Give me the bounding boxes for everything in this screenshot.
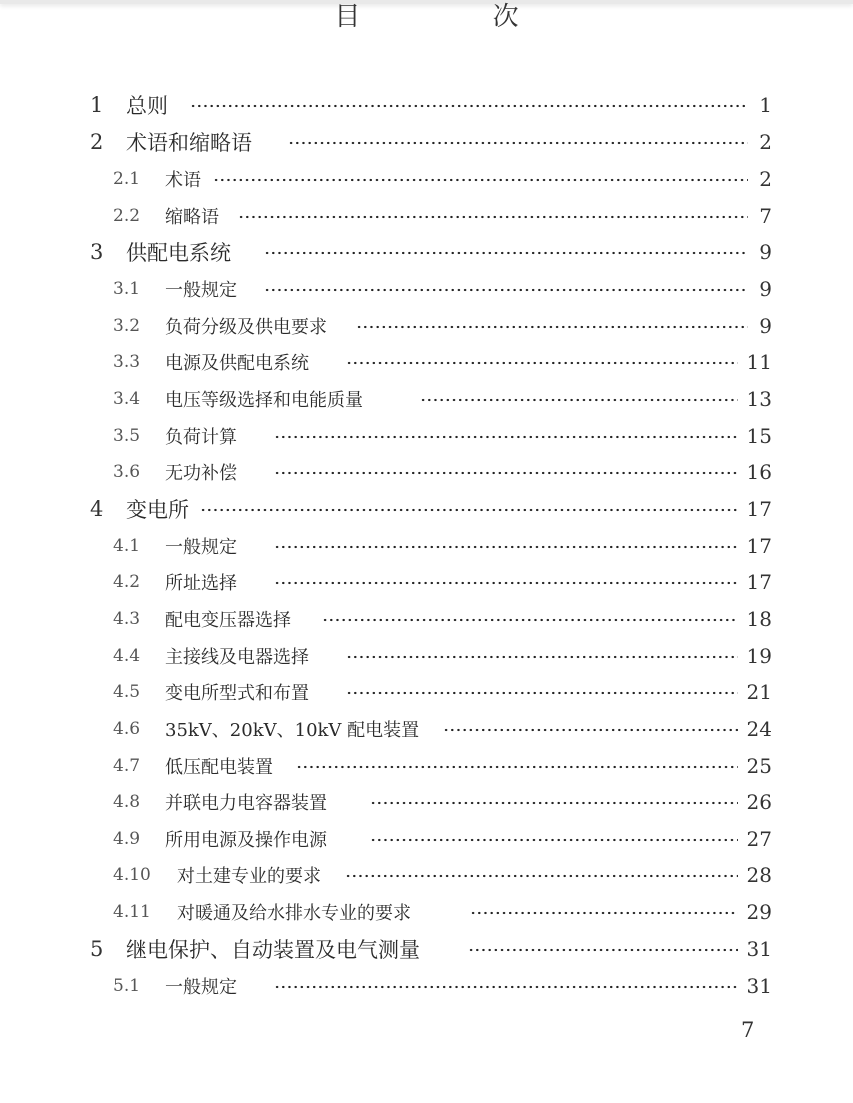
toc-entry-number: 5: [90, 937, 104, 961]
toc-entry-number: 4.1: [113, 536, 141, 556]
toc-entry[interactable]: [0, 271, 853, 307]
toc-entry-number: 3.3: [113, 352, 141, 372]
toc-entry-page[interactable]: 15: [746, 424, 772, 448]
toc-entry-number: 4.3: [113, 609, 141, 629]
toc-entry-title[interactable]: 电压等级选择和电能质量: [165, 390, 363, 411]
toc-entry-title[interactable]: 变电所: [126, 498, 189, 522]
toc-entry-number: 4.6: [113, 719, 141, 739]
toc-entry-title[interactable]: 无功补偿: [165, 463, 237, 484]
toc-entry-page[interactable]: 17: [746, 534, 772, 558]
toc-entry-page[interactable]: 31: [746, 974, 772, 998]
toc-entry[interactable]: [0, 711, 853, 747]
toc-entry-number: 3: [90, 240, 104, 264]
dot-leader: [288, 141, 748, 145]
toc-entry-number: 3.2: [113, 316, 141, 336]
toc-entry-title[interactable]: 低压配电装置: [165, 757, 273, 778]
dot-leader: [356, 325, 748, 329]
dot-leader: [190, 104, 748, 108]
toc-entry[interactable]: [0, 234, 853, 270]
toc-entry-title[interactable]: 对暖通及给水排水专业的要求: [177, 903, 411, 924]
dot-leader: [346, 655, 738, 659]
toc-entry-title[interactable]: 变电所型式和布置: [165, 683, 309, 704]
toc-entry-number: 3.6: [113, 462, 141, 482]
toc-entry-page[interactable]: 9: [759, 314, 772, 338]
dot-leader: [238, 215, 748, 219]
toc-entry[interactable]: [0, 748, 853, 784]
dot-leader: [468, 948, 738, 952]
toc-entry-number: 4.10: [113, 865, 151, 885]
toc-entry-title[interactable]: 供配电系统: [126, 241, 231, 265]
toc-entry-page[interactable]: 2: [759, 130, 772, 154]
dot-leader: [420, 398, 738, 402]
toc-entry-number: 4.9: [113, 829, 141, 849]
toc-entry-number: 4.5: [113, 682, 141, 702]
dot-leader: [322, 618, 738, 622]
toc-entry-number: 3.4: [113, 389, 141, 409]
toc-entry-page[interactable]: 9: [759, 277, 772, 301]
toc-entry-title[interactable]: 一般规定: [165, 280, 237, 301]
dot-leader: [370, 838, 738, 842]
toc-entry-title[interactable]: 电源及供配电系统: [165, 353, 309, 374]
toc-entry-page[interactable]: 25: [746, 754, 772, 778]
toc-entry-number: 4.2: [113, 572, 141, 592]
toc-entry-page[interactable]: 19: [746, 644, 772, 668]
toc-entry[interactable]: [0, 784, 853, 820]
toc-entry-page[interactable]: 24: [746, 717, 772, 741]
toc-entry-number: 3.1: [113, 279, 141, 299]
toc-entry-page[interactable]: 13: [746, 387, 772, 411]
dot-leader: [346, 691, 738, 695]
toc-entry-title[interactable]: 一般规定: [165, 537, 237, 558]
dot-leader: [274, 545, 738, 549]
toc-entry-page[interactable]: 18: [746, 607, 772, 631]
toc-entry[interactable]: [0, 564, 853, 600]
toc-entry-number: 4.8: [113, 792, 141, 812]
dot-leader: [346, 361, 738, 365]
toc-entry-number: 4.11: [113, 902, 151, 922]
toc-entry-title[interactable]: 继电保护、自动装置及电气测量: [126, 938, 420, 962]
toc-entry-page[interactable]: 16: [746, 460, 772, 484]
dot-leader: [274, 985, 738, 989]
dot-leader: [274, 471, 738, 475]
dot-leader: [274, 435, 738, 439]
toc-entry-number: 2: [90, 130, 104, 154]
dot-leader: [370, 801, 738, 805]
dot-leader: [345, 874, 738, 878]
toc-entry[interactable]: [0, 894, 853, 930]
toc-entry-title[interactable]: 并联电力电容器装置: [165, 793, 327, 814]
toc-entry[interactable]: [0, 821, 853, 857]
toc-entry[interactable]: [0, 528, 853, 564]
toc-entry-title[interactable]: 一般规定: [165, 977, 237, 998]
toc-entry[interactable]: [0, 674, 853, 710]
toc-entry[interactable]: [0, 418, 853, 454]
toc-entry[interactable]: [0, 308, 853, 344]
dot-leader: [264, 251, 748, 255]
toc-entry-title[interactable]: 35kV、20kV、10kV 配电装置: [165, 720, 420, 741]
dot-leader: [470, 911, 738, 915]
toc-entry[interactable]: [0, 381, 853, 417]
toc-entry[interactable]: [0, 638, 853, 674]
toc-entry-number: 4: [90, 497, 104, 521]
toc-entry-number: 1: [90, 93, 104, 117]
toc-entry-page[interactable]: 29: [746, 900, 772, 924]
toc-entry-page[interactable]: 11: [746, 350, 772, 374]
toc-entry-title[interactable]: 对土建专业的要求: [177, 866, 321, 887]
toc-entry-title[interactable]: 配电变压器选择: [165, 610, 291, 631]
toc-entry-page[interactable]: 9: [759, 240, 772, 264]
toc-entry-title[interactable]: 总则: [126, 94, 168, 118]
toc-entry-number: 3.5: [113, 426, 141, 446]
toc-entry-page[interactable]: 17: [746, 570, 772, 594]
toc-entry-page[interactable]: 7: [759, 204, 772, 228]
toc-entry-number: 4.7: [113, 756, 141, 776]
dot-leader: [213, 178, 748, 182]
page-title: 目 次: [334, 2, 581, 32]
toc-entry-page[interactable]: 31: [746, 937, 772, 961]
toc-entry[interactable]: [0, 124, 853, 160]
toc-entry-page[interactable]: 26: [746, 790, 772, 814]
toc-entry-page[interactable]: 28: [746, 863, 772, 887]
toc-entry-title[interactable]: 缩略语: [165, 207, 219, 228]
toc-entry[interactable]: [0, 198, 853, 234]
dot-leader: [264, 288, 748, 292]
toc-entry[interactable]: [0, 491, 853, 527]
dot-leader: [274, 581, 738, 585]
toc-entry[interactable]: [0, 344, 853, 380]
dot-leader: [296, 765, 738, 769]
toc-entry-page[interactable]: 27: [746, 827, 772, 851]
toc-entry[interactable]: [0, 931, 853, 967]
toc-entry-title[interactable]: 负荷分级及供电要求: [165, 317, 327, 338]
dot-leader: [443, 728, 738, 732]
toc-entry[interactable]: [0, 601, 853, 637]
toc-entry-title[interactable]: 所用电源及操作电源: [165, 830, 327, 851]
toc-entry[interactable]: [0, 968, 853, 1004]
toc-entry-number: 2.1: [113, 169, 141, 189]
toc-entry-title[interactable]: 所址选择: [165, 573, 237, 594]
toc-entry-title[interactable]: 术语和缩略语: [126, 131, 252, 155]
toc-entry[interactable]: [0, 161, 853, 197]
toc-entry-page[interactable]: 21: [746, 680, 772, 704]
dot-leader: [200, 508, 738, 512]
toc-entry[interactable]: [0, 87, 853, 123]
toc-entry-number: 4.4: [113, 646, 141, 666]
toc-entry-number: 5.1: [113, 976, 141, 996]
toc-entry-title[interactable]: 术语: [165, 170, 201, 191]
toc-entry-page[interactable]: 2: [759, 167, 772, 191]
toc-entry-number: 2.2: [113, 206, 141, 226]
toc-entry-page[interactable]: 1: [759, 93, 772, 117]
page-number: 7: [741, 1018, 755, 1042]
toc-entry-title[interactable]: 主接线及电器选择: [165, 647, 309, 668]
toc-entry[interactable]: [0, 454, 853, 490]
toc-entry-title[interactable]: 负荷计算: [165, 427, 237, 448]
toc-entry-page[interactable]: 17: [746, 497, 772, 521]
toc-entry[interactable]: [0, 857, 853, 893]
